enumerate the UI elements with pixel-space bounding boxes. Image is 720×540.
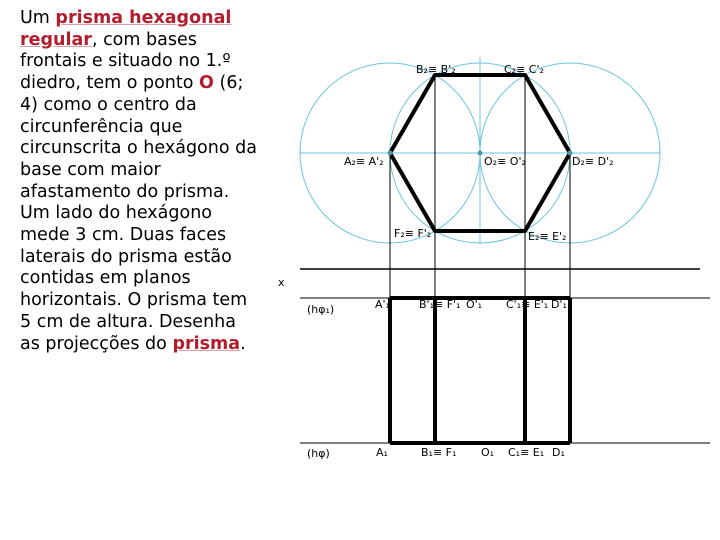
highlight-hexagonal-prism: prisma hexagonal regular: [20, 8, 232, 50]
label-o2: O₂≡ O'₂: [484, 155, 526, 168]
problem-text: Um: [20, 8, 56, 28]
problem-text: , com bases frontais e situado no 1.º diedro, tem o ponto: [20, 29, 231, 94]
problem-text: (6; 4) como o centro da circunferência que circunscrita o hexágono da base com maior afastamento do prisma. Um lado do hexágono mede 3 cm. Duas faces laterais do prisma estão contidas em planos horizontais. O prisma tem 5 cm de altura. Desenha as projecções do: [20, 73, 257, 354]
label-f2: F₂≡ F'₂: [394, 227, 432, 240]
label-c1: C₁≡ E₁: [508, 446, 545, 459]
label-c1p: C'₁≡ E'₁: [506, 298, 549, 311]
label-a2: A₂≡ A'₂: [344, 155, 384, 168]
label-x-axis: x: [278, 276, 285, 289]
problem-text: .: [240, 333, 246, 354]
label-h-phi: (hφ): [307, 447, 330, 460]
label-d1p: D'₁: [551, 298, 567, 311]
point-a2: [388, 151, 393, 156]
label-h-phi1: (hφ₁): [307, 303, 335, 316]
label-o1p: O'₁: [466, 298, 483, 311]
label-b1p: B'₁≡ F'₁: [419, 298, 461, 311]
point-o2: [478, 151, 483, 156]
label-e2: E₂≡ E'₂: [528, 230, 567, 243]
label-a1: A₁: [376, 446, 388, 459]
label-a1p: A'₁: [375, 298, 390, 311]
label-b1: B₁≡ F₁: [421, 446, 457, 459]
label-b2: B₂≡ B'₂: [416, 63, 456, 76]
label-d1: D₁: [552, 446, 565, 459]
highlight-prism: prisma: [172, 333, 241, 354]
label-d2: D₂≡ D'₂: [572, 155, 614, 168]
label-c2: C₂≡ C'₂: [504, 63, 544, 76]
label-o1: O₁: [481, 446, 495, 459]
point-o-label: O: [199, 73, 214, 94]
